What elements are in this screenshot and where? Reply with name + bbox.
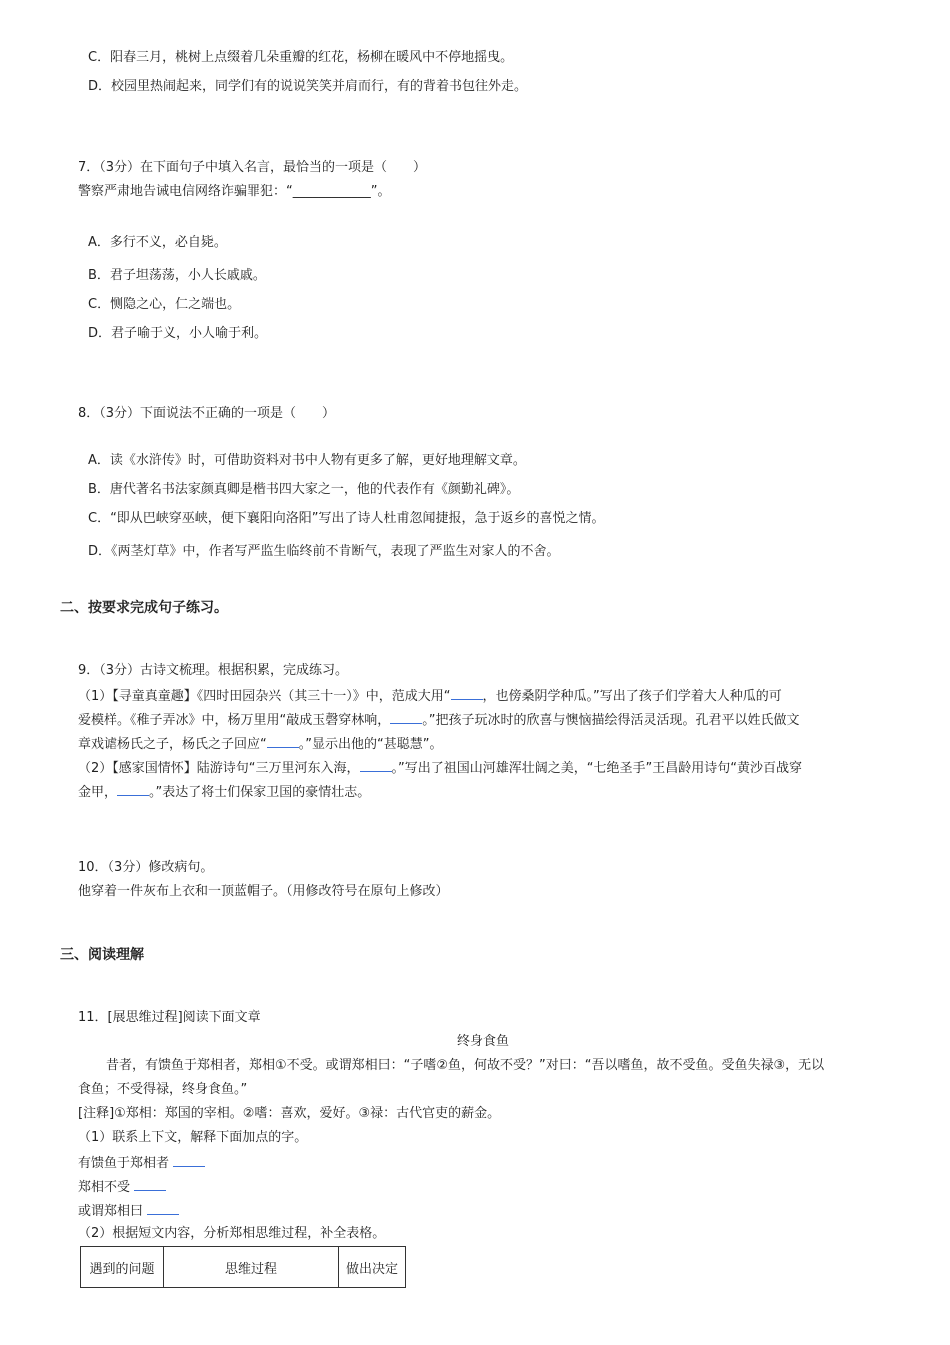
q7-stem: 7．（3分）在下面句子中填入名言，最恰当的一项是（ ） xyxy=(78,160,427,175)
q9-line-3 xyxy=(78,733,442,755)
q9-l5-text-b: 。”表达了将士们保家卫国的豪情壮志。 xyxy=(149,785,371,800)
word-2-blank[interactable] xyxy=(134,1176,166,1191)
q9-l2-text-b: 。”把孩子玩冰时的欣喜与懊恼描绘得活灵活现。孔君平以姓氏做文 xyxy=(422,713,800,728)
q9-l2-text-a: 爱模样。《稚子弄冰》中，杨万里用“敲成玉磬穿林响， xyxy=(78,713,391,728)
q11-sub1: （1）联系上下文，解释下面加点的字。 xyxy=(78,1130,308,1145)
passage-title: 终身食鱼 xyxy=(456,1034,509,1049)
q11-sub2: （2）根据短文内容，分析郑相思维过程，补全表格。 xyxy=(78,1226,386,1241)
q7-sentence: 警察严肃地告诫电信网络诈骗罪犯：“____________”。 xyxy=(78,184,391,199)
q11-word-1 xyxy=(78,1152,205,1174)
q9-l1-text-b: ，也傍桑阴学种瓜。”写出了孩子们学着大人种瓜的可 xyxy=(482,689,782,704)
q8-option-a: A．读《水浒传》时，可借助资料对书中人物有更多了解，更好地理解文章。 xyxy=(88,453,526,468)
q11-word-2 xyxy=(78,1176,166,1198)
q7-option-d: D．君子喻于义，小人喻于利。 xyxy=(88,326,268,341)
word-3-blank[interactable] xyxy=(147,1200,179,1215)
q7-option-b: B．君子坦荡荡，小人长戚戚。 xyxy=(88,268,266,283)
q8-stem: 8．（3分）下面说法不正确的一项是（ ） xyxy=(78,406,336,421)
q9-blank-1[interactable] xyxy=(451,685,483,700)
q9-line-4 xyxy=(78,757,802,779)
q9-l4-text-b: 。”写出了祖国山河雄浑壮阔之美，“七绝圣手”王昌龄用诗句“黄沙百战穿 xyxy=(391,761,802,776)
q9-line-5 xyxy=(78,781,370,803)
q11-word-3 xyxy=(78,1200,179,1222)
q9-l1-text-a: （1）【寻童真童趣】《四时田园杂兴（其三十一）》中，范成大用“ xyxy=(78,689,451,704)
q9-line-2 xyxy=(78,709,800,731)
q7-option-a: A．多行不义，必自毙。 xyxy=(88,235,227,250)
q9-blank-2[interactable] xyxy=(390,709,422,724)
q9-l3-text-b: 。”显示出他的“甚聪慧”。 xyxy=(298,737,443,752)
passage-line-2: 食鱼；不受得禄，终身食鱼。” xyxy=(78,1082,248,1097)
table-header-row xyxy=(81,1247,406,1288)
q9-blank-3[interactable] xyxy=(267,733,299,748)
q10-sentence: 他穿着一件灰布上衣和一顶蓝帽子。（用修改符号在原句上修改） xyxy=(78,884,449,899)
section-2-heading: 二、按要求完成句子练习。 xyxy=(60,600,228,616)
passage-line-1: 昔者，有馈鱼于郑相者，郑相①不受。或谓郑相曰：“子嗜②鱼，何故不受？”对曰：“吾以嗜鱼，故不受鱼。受鱼失禄③，无以 xyxy=(106,1058,825,1073)
word-1-blank[interactable] xyxy=(173,1152,205,1167)
q11-stem: 11．[展思维过程]阅读下面文章 xyxy=(78,1010,261,1025)
word-3-text: 或谓郑相曰 xyxy=(78,1204,144,1219)
passage-notes: [注释]①郑相：郑国的宰相。②嗜：喜欢，爱好。③禄：古代官吏的薪金。 xyxy=(78,1106,501,1121)
q8-option-d: D．《两茎灯草》中，作者写严监生临终前不肯断气，表现了严监生对家人的不舍。 xyxy=(88,544,560,559)
q9-blank-4[interactable] xyxy=(360,757,392,772)
q8-option-b: B．唐代著名书法家颜真卿是楷书四大家之一，他的代表作有《颜勤礼碑》。 xyxy=(88,482,520,497)
q9-l3-text-a: 章戏谑杨氏之子，杨氏之子回应“ xyxy=(78,737,267,752)
thinking-process-table xyxy=(80,1246,406,1288)
q7-option-c: C．恻隐之心，仁之端也。 xyxy=(88,297,241,312)
q6-option-d: D．校园里热闹起来，同学们有的说说笑笑并肩而行，有的背着书包往外走。 xyxy=(88,79,528,94)
q9-l5-text-a: 金甲， xyxy=(78,785,118,800)
table-header-problem: 遇到的问题 xyxy=(81,1247,164,1288)
table-header-decision: 做出决定 xyxy=(339,1247,406,1288)
q6-option-c: C．阳春三月，桃树上点缀着几朵重瓣的红花，杨柳在暖风中不停地摇曳。 xyxy=(88,50,514,65)
section-3-heading: 三、阅读理解 xyxy=(60,947,144,963)
q8-option-c: C．“即从巴峡穿巫峡，便下襄阳向洛阳”写出了诗人杜甫忽闻捷报，急于返乡的喜悦之情。 xyxy=(88,511,605,526)
word-1-text: 有馈鱼于郑相者 xyxy=(78,1156,170,1171)
q9-stem: 9．（3分）古诗文梳理。根据积累，完成练习。 xyxy=(78,663,349,678)
q9-blank-5[interactable] xyxy=(117,781,149,796)
table-header-process: 思维过程 xyxy=(164,1247,339,1288)
q9-l4-text-a: （2）【感家国情怀】陆游诗句“三万里河东入海， xyxy=(78,761,360,776)
q9-line-1 xyxy=(78,685,782,707)
word-2-text: 郑相不受 xyxy=(78,1180,131,1195)
q10-stem: 10．（3分）修改病句。 xyxy=(78,860,214,875)
